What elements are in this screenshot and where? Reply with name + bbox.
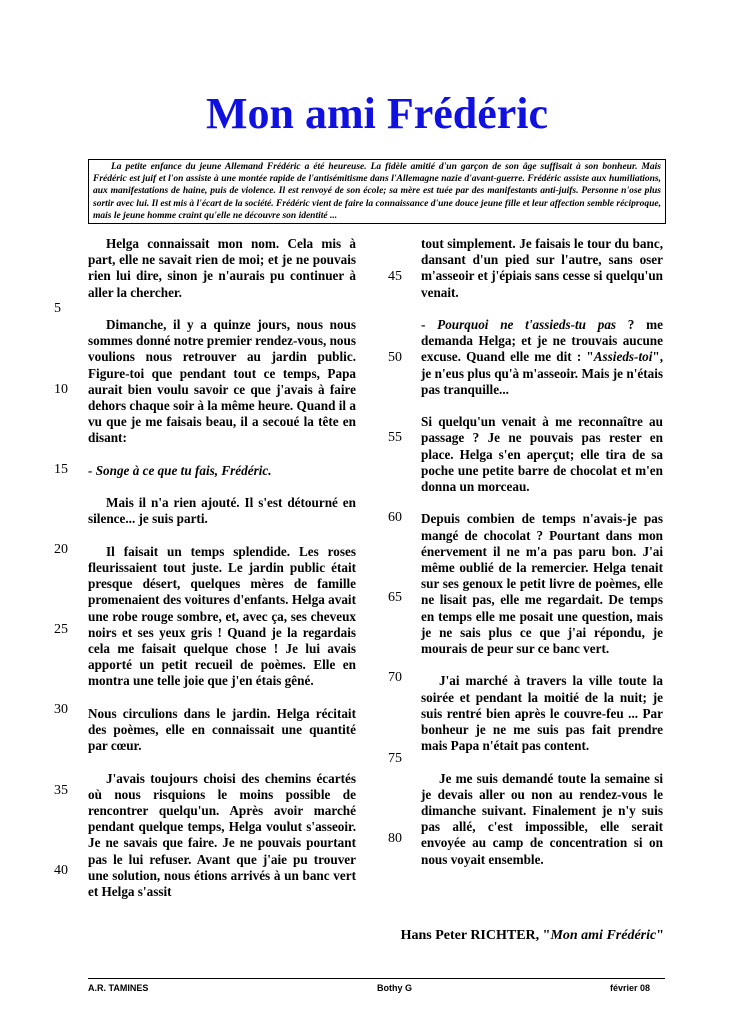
footer-rule	[88, 978, 665, 979]
line-number: 30	[54, 702, 68, 717]
paragraph: Il faisait un temps splendide. Les roses fleurissaient tout juste. Le jardin public était presque désert, quelques mères de famille promenaient des voitures d'enfants. Helga avait une robe rouge sombre, et, avec ça, ses cheveux noirs et ses yeux gris ! Quand je la regardais cela me faisait quelque chose ! Je lui avais apporté un petit recueil de poèmes. Elle en montra une telle joie que j'en étais gêné.	[88, 543, 356, 689]
dialogue-text: ? me demanda Helga; et je ne trouvais aucune excuse. Quand elle me dit : "	[421, 317, 663, 365]
dialogue-paragraph	[421, 317, 663, 398]
line-number: 5	[54, 301, 61, 316]
line-number: 20	[54, 542, 68, 557]
citation-author: Hans Peter RICHTER, "	[400, 928, 551, 943]
dialogue-command: Assieds-toi	[593, 349, 653, 365]
paragraph: Si quelqu'un venait à me reconnaître au passage ? Je ne pouvais pas rester en place. Helga s'en aperçut; elle tira de sa poche une petite barre de chocolat et m'en donna un morceau.	[421, 414, 663, 495]
right-column	[421, 236, 663, 884]
citation-work: Mon ami Frédéric	[550, 928, 657, 943]
paragraph: tout simplement. Je faisais le tour du banc, dansant d'un pied sur l'autre, sans oser m'asseoir et j'épiais sans cesse si quelqu'un venait.	[421, 236, 663, 300]
line-number: 70	[388, 670, 402, 685]
paragraph: Nous circulions dans le jardin. Helga récitait des poèmes, elle en connaissait une quantité par cœur.	[88, 705, 356, 754]
paragraph: Helga connaissait mon nom. Cela mis à part, elle ne savait rien de moi; et je ne pouvais rien lui dire, sinon je n'aurais pu continuer à aller la chercher.	[88, 236, 356, 300]
dialogue-question: Pourquoi ne t'assieds-tu pas	[437, 317, 617, 332]
citation-close: "	[656, 928, 664, 943]
quote-text: - Songe à ce que tu fais, Frédéric.	[88, 462, 272, 478]
line-number: 35	[54, 783, 68, 798]
paragraph: Je me suis demandé toute la semaine si je devais aller ou non au rendez-vous le dimanche suivant. Finalement je n'y suis pas allé, c'est impossible, elle serait envoyée au camp de concentration si on nous voyait ensemble.	[421, 770, 663, 867]
footer-left: A.R. TAMINES	[88, 983, 149, 993]
footer-center: Bothy G	[377, 983, 412, 993]
line-number: 80	[388, 831, 402, 846]
line-number: 40	[54, 863, 68, 878]
paragraph: J'avais toujours choisi des chemins écartés où nous risquions le moins possible de rencontrer quelqu'un. Après avoir marché pendant quelque temps, Helga voulut s'asseoir. Je ne savais que faire. Je ne pouvais pourtant pas le lui refuser. Avant que j'aie pu trouver une solution, nous étions arrivés à un banc vert et Helga s'assit	[88, 770, 356, 900]
line-number: 10	[54, 382, 68, 397]
paragraph: Mais il n'a rien ajouté. Il s'est détourné en silence... je suis parti.	[88, 495, 356, 527]
paragraph: Depuis combien de temps n'avais-je pas mangé de chocolat ? Pourtant dans mon énervement il ne m'a pas paru bon. J'ai même oublié de la remercier. Helga tenait sur ses genoux le petit livre de poèmes, elle ne lisait pas, elle me regardait. De temps en temps elle me posait une question, mais je ne sais plus ce que j'ai répondu, je mourais de peur sur ce banc vert.	[421, 511, 663, 657]
paragraph: J'ai marché à travers la ville toute la soirée et pendant la moitié de la nuit; je suis rentré bien après le couvre-feu ... Par bonheur je ne me suis pas fait prendre mais Papa n'était pas content.	[421, 673, 663, 754]
left-column	[88, 236, 356, 916]
line-number: 25	[54, 622, 68, 637]
line-number: 15	[54, 462, 68, 477]
line-number: 50	[388, 350, 402, 365]
dialogue-text-end: ", je n'eus plus qu'à m'asseoir. Mais je n'étais pas tranquille...	[421, 349, 663, 397]
paragraph: Dimanche, il y a quinze jours, nous nous sommes donné notre premier rendez-vous, nous voulions nous retrouver au jardin public. Figure-toi que pendant tout ce temps, Papa aurait bien voulu savoir ce que j'avais à faire dehors chaque soir à la même heure. Quand il a vu que je me faisais beau, il a secoué la tête en disant:	[88, 317, 356, 446]
intro-box	[88, 159, 666, 224]
intro-text: La petite enfance du jeune Allemand Frédéric a été heureuse. La fidèle amitié d'un garçon de son âge suffisait à son bonheur. Mais Frédéric est juif et l'on assiste à une montée rapide de l'antisémitisme dans l'Allemagne nazie d'avant-guerre. Frédéric assiste aux humiliations, aux manifestations de haine, puis de violence. Il est renvoyé de son école; sa mère est tuée par des manifestants anti-juifs. Personne n'ose plus sortir avec lui. Il est mis à l'écart de la société. Frédéric vient de faire la connaissance d'une douce jeune fille et leur affection semble réciproque, mais le jeune homme craint qu'elle ne découvre son identité ...	[93, 162, 661, 221]
line-number: 60	[388, 510, 402, 525]
footer-right: février 08	[610, 983, 651, 993]
line-number: 75	[388, 751, 402, 766]
citation	[380, 928, 664, 944]
quote-paragraph	[88, 463, 356, 479]
line-number: 55	[388, 430, 402, 445]
line-number: 65	[388, 590, 402, 605]
line-number: 45	[388, 269, 402, 284]
dialogue-dash: -	[421, 317, 438, 332]
page-title: Mon ami Frédéric	[205, 89, 549, 138]
